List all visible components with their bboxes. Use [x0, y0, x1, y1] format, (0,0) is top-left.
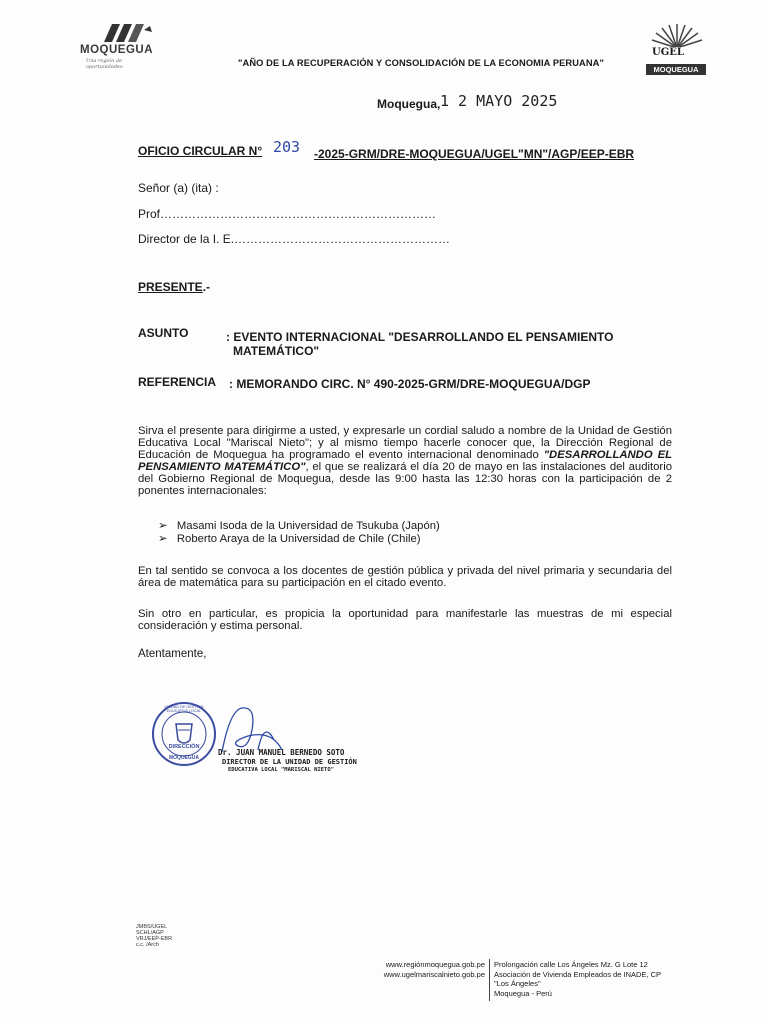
seal-top-text: UNIDAD DE GESTION EDUCATIVA LOCAL: [164, 705, 204, 713]
footer-address-4: Moquegua - Perú: [494, 988, 552, 998]
seal-bottom-text: MOQUEGUA: [169, 755, 199, 761]
addressee-line3: Director de la I. E.………………………………………………: [138, 232, 451, 246]
oficio-suffix: -2025-GRM/DRE-MOQUEGUA/UGEL"MN"/AGP/EEP-EBR: [314, 147, 635, 161]
signer-name: Dr. JUAN MANUEL BERNEDO SOTO: [218, 748, 345, 757]
footer-websites: [370, 960, 485, 980]
reference-initials: [136, 924, 172, 948]
initials-line: VRJ/EEP-EBR: [136, 936, 173, 942]
header-motto: "AÑO DE LA RECUPERACIÓN Y CONSOLIDACIÓN DE LA ECONOMIA PERUANA": [238, 58, 605, 68]
initials-line: SCHL/AGP: [136, 930, 164, 936]
seal-mid-text: DIRECCIÓN: [168, 744, 200, 750]
presente-word: PRESENTE: [138, 280, 203, 294]
footer-web-2: www.ugelmariscalnieto.gob.pe: [383, 970, 485, 979]
body-p1-a: Sirva el presente para dirigirme a usted, y expresarle un cordial saludo a nombre de la Unidad de Gestión Educativa Local "Mariscal Nieto"; y al mismo tiempo hacerle conocer que, la Dirección Regional de Educación de Moquegua ha programado el evento internacional denominado: [138, 425, 672, 461]
presente: [138, 280, 210, 294]
list-item: [158, 533, 440, 546]
logo-ugel-region: MOQUEGUA: [646, 64, 706, 75]
speaker-2: Roberto Araya de la Universidad de Chile (Chile): [176, 533, 421, 545]
oficio-number: 203: [273, 138, 301, 156]
speaker-list: [158, 520, 440, 546]
initials-line: c.c. /Arch: [136, 942, 159, 948]
referencia-label: REFERENCIA: [138, 375, 217, 389]
logo-moquegua: [80, 20, 160, 70]
addressee-line2: Prof……………………………………………………………: [138, 207, 437, 221]
signer-title-2: EDUCATIVA LOCAL "MARISCAL NIETO": [228, 767, 334, 773]
asunto-text: : EVENTO INTERNACIONAL "DESARROLLANDO EL PENSAMIENTO: [226, 330, 614, 344]
footer-address-1: Prolongación calle Los Ángeles Mz. G Lote 12: [494, 960, 648, 969]
arrow-bullet-icon: ➢: [158, 520, 168, 532]
logo-ugel-text: UGEL: [652, 47, 684, 58]
footer-address-2: Asociación de Vivienda Empleados de INADE, CP: [494, 969, 662, 979]
official-seal: [150, 700, 218, 768]
event-name: "DESARROLLANDO EL PENSAMIENTO MATEMÁTICO": [138, 449, 672, 473]
body-paragraph-1: [138, 425, 672, 497]
closing: Atentamente,: [138, 648, 207, 660]
presente-suffix: .-: [202, 280, 211, 294]
body-paragraph-2: En tal sentido se convoca a los docentes de gestión pública y privada del nivel primaria y secundaria del área de matemática para su participación en el citado evento.: [138, 565, 672, 589]
referencia-text: : MEMORANDO CIRC. N° 490-2025-GRM/DRE-MOQUEGUA/DGP: [229, 377, 591, 391]
arrow-bullet-icon: ➢: [158, 533, 168, 545]
body-paragraph-3: Sin otro en particular, es propicia la oportunidad para manifestarle las muestras de mi especial consideración y estima personal.: [138, 608, 672, 632]
asunto-label: ASUNTO: [138, 326, 189, 340]
date-handwritten: 1 2 MAYO 2025: [440, 92, 558, 110]
logo-ugel: [646, 20, 708, 76]
footer-address: [494, 960, 661, 998]
addressee-line1: Señor (a) (ita) :: [138, 181, 219, 195]
list-item: [158, 520, 440, 533]
oficio-prefix: OFICIO CIRCULAR N°: [138, 144, 263, 158]
speaker-1: Masami Isoda de la Universidad de Tsukuba (Japón): [176, 520, 440, 532]
footer-web-1: www.regiónmoquegua.gob.pe: [385, 960, 485, 969]
date-place: Moquegua,: [377, 97, 441, 111]
footer-divider: [489, 959, 490, 1001]
body-p1-c: , el que se realizará el día 20 de mayo en las instalaciones del auditorio del Gobierno Regional de Moquegua, desde las 9:00 hasta las 12:30 horas con la participación de 2 ponentes internacionales:: [138, 461, 672, 497]
logo-text: MOQUEGUA: [80, 44, 153, 56]
asunto-text-2: MATEMÁTICO": [233, 344, 320, 358]
logo-tagline: Una región de oportunidades: [86, 58, 123, 70]
signer-title-1: DIRECTOR DE LA UNIDAD DE GESTIÓN: [222, 758, 357, 766]
sun-rays-icon: [646, 20, 708, 50]
logo-mark-icon: [94, 20, 174, 44]
initials-line: JMBS/UGEL: [136, 924, 168, 930]
footer-address-3: "Los Ángeles": [494, 979, 541, 988]
